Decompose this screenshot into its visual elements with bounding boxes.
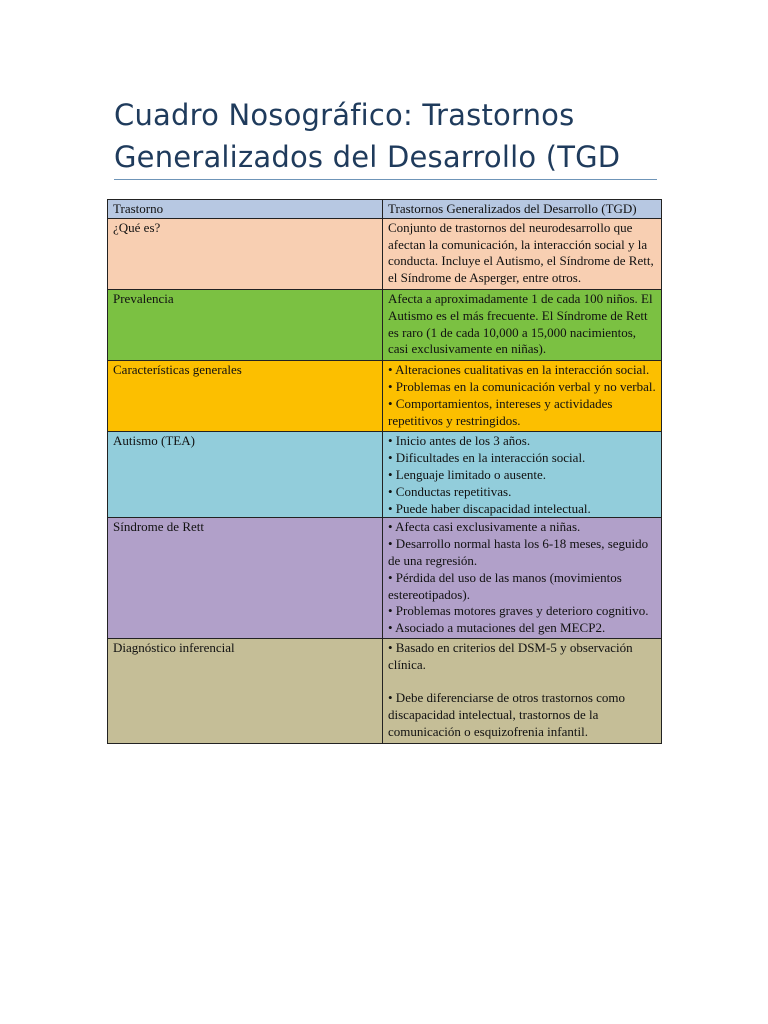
content-line: • Pérdida del uso de las manos (movimientos estereotipados). [388, 569, 622, 602]
row-label-cell: Síndrome de Rett [108, 518, 383, 639]
nosographic-table [107, 199, 662, 744]
title-divider [114, 179, 657, 180]
content-line: • Conductas repetitivas. [388, 483, 512, 499]
document-title [114, 94, 674, 178]
table-row [108, 218, 662, 289]
content-line: • Afecta casi exclusivamente a niñas. [388, 519, 581, 535]
row-label-cell: Diagnóstico inferencial [108, 638, 383, 743]
content-line: • Debe diferenciarse de otros trastornos como discapacidad intelectual, trastornos de la comunicación o esquizofrenia infantil. [388, 690, 626, 739]
row-content-cell [383, 289, 662, 360]
content-line: • Dificultades en la interacción social. [388, 450, 586, 466]
table-row [108, 638, 662, 743]
content-line: • Problemas en la comunicación verbal y no verbal. [388, 378, 656, 394]
row-content-cell [383, 432, 662, 518]
content-line: • Desarrollo normal hasta los 6-18 meses, seguido de una regresión. [388, 536, 649, 568]
table-header-row [108, 200, 662, 219]
content-line: • Comportamientos, intereses y actividades repetitivos y restringidos. [388, 395, 613, 428]
content-line: • Inicio antes de los 3 años. [388, 433, 531, 449]
row-content-cell [383, 518, 662, 639]
row-label-cell: Prevalencia [108, 289, 383, 360]
row-label-cell: ¿Qué es? [108, 218, 383, 289]
row-content-cell [383, 361, 662, 432]
content-line: • Basado en criterios del DSM-5 y observación clínica. [388, 639, 633, 672]
row-label-cell: Autismo (TEA) [108, 432, 383, 518]
row-content-cell [383, 638, 662, 743]
content-line: • Puede haber discapacidad intelectual. [388, 500, 591, 516]
table-row [108, 518, 662, 639]
content-line: • Lenguaje limitado o ausente. [388, 466, 546, 482]
content-line: • Problemas motores graves y deterioro cognitivo. [388, 603, 649, 619]
content-line: Afecta a aproximadamente 1 de cada 100 niños. El Autismo es el más frecuente. El Síndrome de Rett es raro (1 de cada 10,000 a 15,000 nacimientos, casi exclusivamente en niñas). [388, 290, 653, 357]
title-line-2: Generalizados del Desarrollo (TGD [114, 140, 621, 174]
header-cell-trastorno: Trastorno [108, 200, 383, 219]
content-line: Conjunto de trastornos del neurodesarrollo que afectan la comunicación, la interacción social y la conducta. Incluye el Autismo, el Síndrome de Rett, el Síndrome de Asperger, entre otros. [388, 219, 654, 286]
table-row [108, 361, 662, 432]
content-line: • Asociado a mutaciones del gen MECP2. [388, 620, 606, 636]
row-content-cell [383, 218, 662, 289]
row-label-cell: Características generales [108, 361, 383, 432]
table-row [108, 432, 662, 518]
content-line: • Alteraciones cualitativas en la interacción social. [388, 362, 650, 378]
header-cell-tgd: Trastornos Generalizados del Desarrollo (TGD) [383, 200, 662, 219]
table-body [108, 200, 662, 744]
blank-line [388, 674, 657, 691]
table-row [108, 289, 662, 360]
title-line-1: Cuadro Nosográfico: Trastornos [114, 98, 575, 132]
